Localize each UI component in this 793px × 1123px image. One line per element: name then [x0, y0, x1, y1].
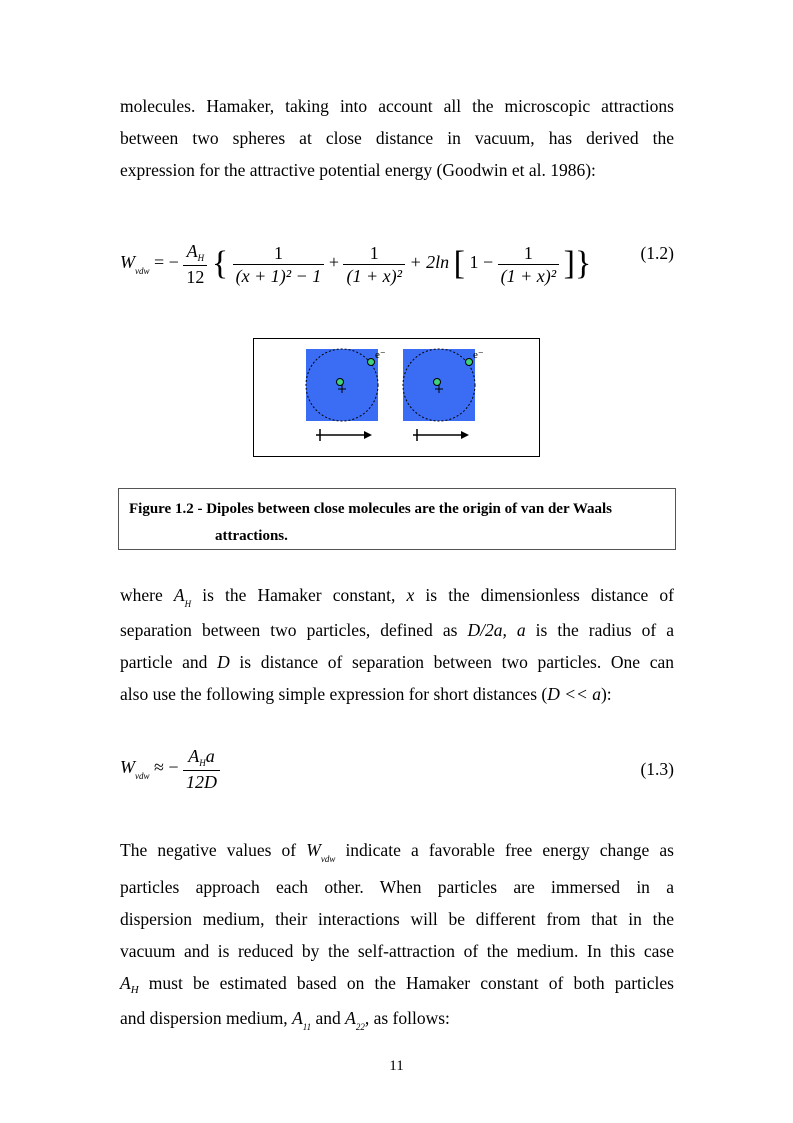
text-span: , as follows:	[364, 1008, 450, 1028]
eq-subscript: H	[199, 758, 206, 768]
subscript: 22	[355, 1022, 365, 1032]
equation-body	[120, 240, 591, 288]
text-line	[120, 678, 674, 710]
text-line	[120, 614, 674, 646]
page-number: 11	[389, 1058, 404, 1074]
eq-operator: ≈ −	[154, 757, 179, 778]
left-electron	[368, 359, 375, 366]
text-span: is the radius of a	[525, 620, 674, 640]
dipole-diagram	[254, 339, 539, 456]
left-brace: {	[211, 245, 229, 282]
equation-number: (1.3)	[640, 759, 674, 779]
eq-one-minus: 1 −	[469, 252, 494, 273]
symbol-W: W	[306, 840, 321, 860]
eq-log-term: + 2ln	[409, 252, 450, 273]
equation-1-3	[120, 743, 674, 795]
equation-body	[120, 745, 220, 793]
eq-fraction-2	[343, 242, 405, 287]
symbol-A: A	[120, 973, 131, 993]
caption-line-1: Figure 1.2 - Dipoles between close molecules are the origin of van der Waals	[129, 501, 613, 517]
text-span: must be estimated based on the Hamaker constant of both particles	[138, 973, 674, 993]
symbol-A: A	[173, 585, 185, 605]
text-span: where	[120, 585, 163, 605]
caption-line-2: attractions.	[215, 528, 288, 544]
eq-symbol-a: a	[205, 746, 215, 766]
symbol-A11: A	[292, 1008, 303, 1028]
left-dipole-arrow-head	[364, 431, 372, 439]
eq-symbol-W: W	[120, 252, 135, 273]
eq-subscript: vdw	[135, 266, 150, 277]
eq-plus: +	[328, 252, 339, 273]
paragraph-1	[120, 90, 674, 186]
eq-symbol-W: W	[120, 757, 135, 778]
symbol-D2a: D/2a, a	[467, 620, 526, 640]
text-line	[120, 1002, 674, 1037]
eq-operator: = −	[154, 252, 179, 273]
text-line: molecules. Hamaker, taking into account all the microscopic attractions	[120, 96, 674, 116]
text-span: is the Hamaker constant,	[191, 585, 407, 605]
text-span: is the dimensionless distance of	[414, 585, 674, 605]
right-nucleus-marker	[434, 379, 441, 386]
equation-number: (1.2)	[640, 243, 674, 263]
text-line: dispersion medium, their interactions will be different from that in the	[120, 909, 674, 929]
eq-fraction	[183, 745, 220, 793]
right-electron-label: e⁻	[473, 349, 484, 361]
paragraph-3	[120, 832, 674, 1037]
text-line: between two spheres at close distance in vacuum, has derived the	[120, 128, 674, 148]
eq-fraction-1	[233, 242, 325, 287]
text-line	[120, 579, 674, 614]
left-nucleus-marker	[337, 379, 344, 386]
text-span: and dispersion medium,	[120, 1008, 293, 1028]
right-brace: }	[575, 245, 592, 282]
text-span: separation between two particles, defined as	[120, 620, 468, 640]
eq-number: 12	[186, 267, 205, 287]
figure-caption	[118, 488, 676, 550]
text-span: and	[311, 1008, 346, 1028]
subscript: 11	[302, 1022, 312, 1032]
text-span: particle and	[120, 652, 218, 672]
eq-denominator: 12D	[186, 772, 218, 792]
text-span: ):	[600, 684, 612, 704]
left-bracket: [	[453, 245, 465, 282]
eq-symbol-A: A	[188, 746, 200, 766]
right-bracket: ]	[563, 245, 575, 282]
right-electron	[466, 359, 473, 366]
subscript: H	[130, 984, 139, 996]
eq-subscript: H	[197, 253, 205, 263]
eq-subscript: vdw	[135, 771, 150, 782]
eq-number: 1	[343, 242, 405, 265]
text-span: The negative values of	[120, 840, 307, 860]
right-dipole-arrow-head	[461, 431, 469, 439]
paragraph-2	[120, 579, 674, 710]
eq-denominator: (x + 1)² − 1	[235, 265, 322, 286]
text-line: expression for the attractive potential energy (Goodwin et al. 1986):	[120, 160, 596, 180]
equation-1-2	[120, 228, 674, 288]
text-span: indicate a favorable free energy change as	[335, 840, 674, 860]
subscript: vdw	[320, 854, 336, 864]
symbol-x: x	[406, 585, 415, 605]
eq-denominator: (1 + x)²	[346, 265, 402, 286]
text-span: also use the following simple expression for short distances (	[120, 684, 548, 704]
eq-number: 1	[498, 242, 560, 265]
text-line	[120, 967, 674, 1002]
condition-expression: D << a	[547, 684, 601, 704]
symbol-D: D	[217, 652, 230, 672]
text-line: vacuum and is reduced by the self-attraction of the medium. In this case	[120, 941, 674, 961]
text-line	[120, 646, 674, 678]
eq-symbol-A: A	[186, 241, 198, 261]
symbol-A22: A	[345, 1008, 356, 1028]
text-span: is distance of separation between two particles. One can	[229, 652, 674, 672]
left-electron-label: e⁻	[375, 349, 386, 361]
subscript: H	[184, 599, 192, 609]
eq-fraction-3	[498, 242, 560, 287]
text-line	[120, 832, 674, 871]
eq-number: 1	[233, 242, 325, 265]
eq-fraction-AH	[183, 240, 207, 288]
figure-1-2	[253, 338, 540, 457]
eq-denominator: (1 + x)²	[500, 265, 557, 286]
text-line: particles approach each other. When particles are immersed in a	[120, 877, 674, 897]
